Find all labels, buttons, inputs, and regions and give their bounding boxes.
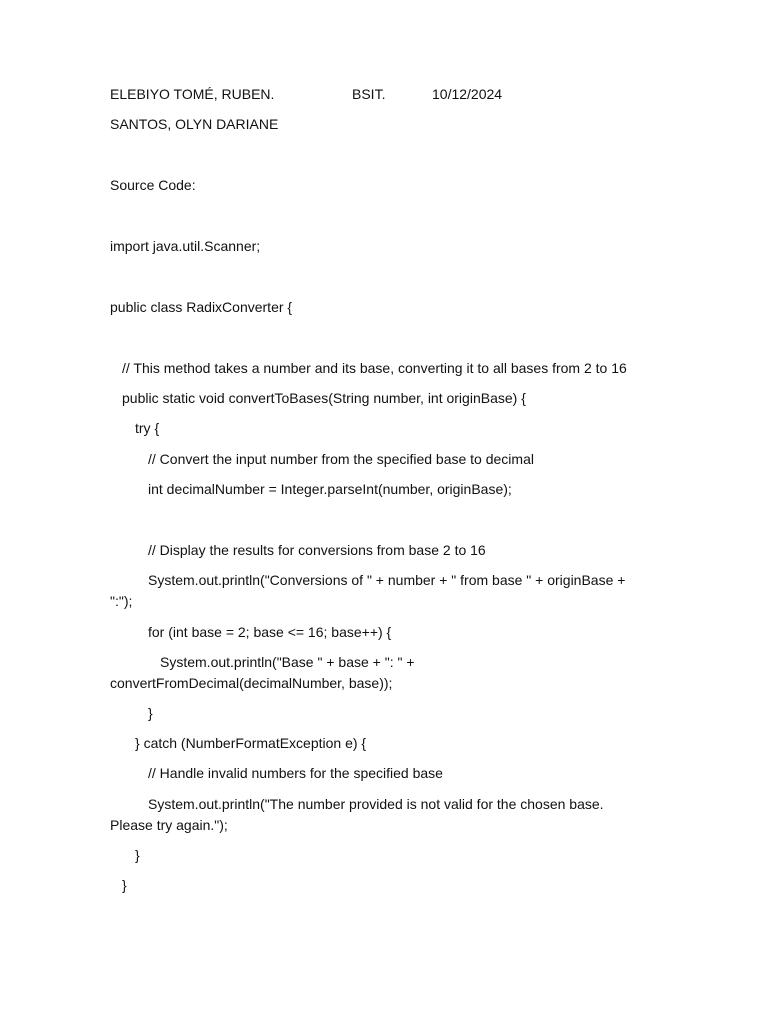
- author-2: SANTOS, OLYN DARIANE: [110, 116, 279, 132]
- code-for-loop: for (int base = 2; base <= 16; base++) {: [148, 624, 392, 640]
- code-catch-close: }: [135, 847, 140, 863]
- code-import: import java.util.Scanner;: [110, 238, 261, 254]
- code-println-base: System.out.println("Base " + base + ": " +: [160, 654, 415, 670]
- code-comment-display: // Display the results for conversions from base 2 to 16: [148, 542, 486, 558]
- code-decimal-assign: int decimalNumber = Integer.parseInt(number, originBase);: [148, 481, 512, 497]
- header-row: [110, 84, 670, 104]
- code-catch: } catch (NumberFormatException e) {: [135, 735, 367, 751]
- code-println-base-cont: convertFromDecimal(decimalNumber, base));: [110, 675, 393, 691]
- code-method-decl: public static void convertToBases(String number, int originBase) {: [122, 390, 526, 406]
- code-class-decl: public class RadixConverter {: [110, 299, 293, 315]
- date: 10/12/2024: [432, 86, 503, 102]
- code-method-close: }: [122, 877, 127, 893]
- code-println-conversions-cont: ":");: [110, 593, 133, 609]
- code-for-close: }: [148, 705, 153, 721]
- code-try-open: try {: [135, 420, 160, 436]
- author-1: ELEBIYO TOMÉ, RUBEN.: [110, 86, 275, 102]
- code-comment-invalid: // Handle invalid numbers for the specified base: [148, 765, 443, 781]
- code-println-invalid-cont: Please try again.");: [110, 817, 228, 833]
- code-comment-method: // This method takes a number and its base, converting it to all bases from 2 to 16: [122, 360, 627, 376]
- code-comment-convert: // Convert the input number from the specified base to decimal: [148, 451, 534, 467]
- code-println-invalid: System.out.println("The number provided is not valid for the chosen base.: [148, 796, 604, 812]
- section-label: Source Code:: [110, 177, 196, 193]
- program: BSIT.: [352, 86, 386, 102]
- code-println-conversions: System.out.println("Conversions of " + number + " from base " + originBase +: [148, 572, 626, 588]
